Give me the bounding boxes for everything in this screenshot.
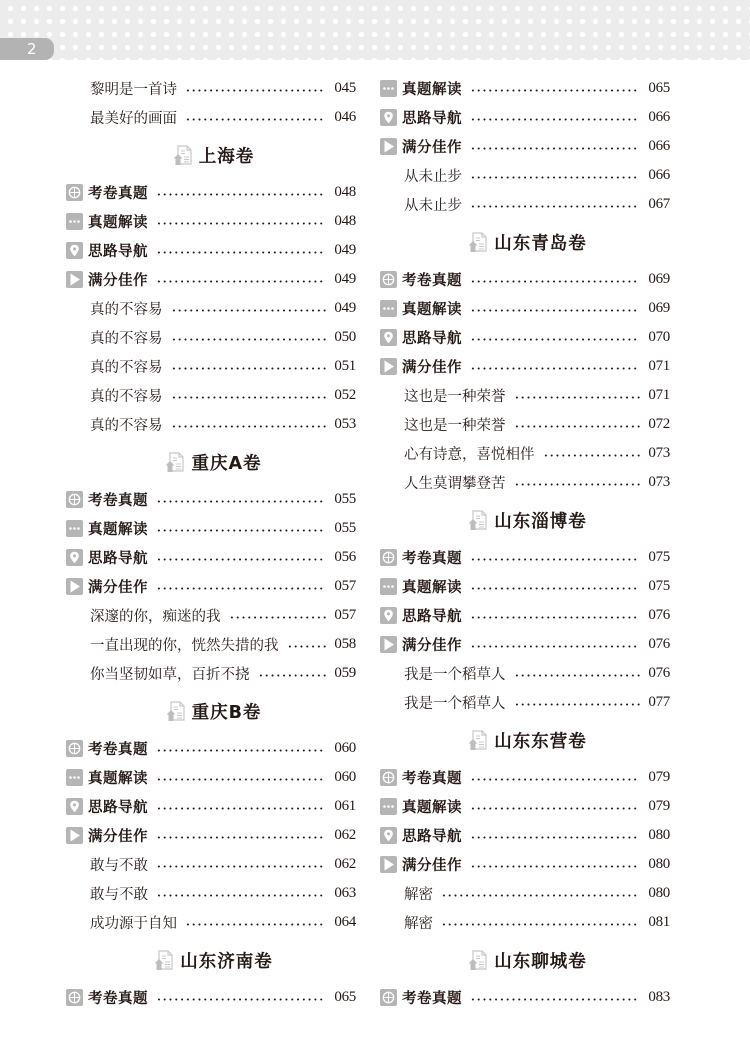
- section-title: 上海卷: [198, 146, 255, 167]
- section-heading[interactable]: [380, 937, 670, 983]
- toc-entry[interactable]: [66, 352, 356, 381]
- entry-title: 一直出现的你，恍然失措的我: [90, 638, 279, 654]
- category-title: 考卷真题: [402, 991, 462, 1007]
- entry-page: 073: [648, 445, 670, 461]
- toc-category[interactable]: [66, 734, 356, 763]
- category-title: 真题解读: [402, 580, 462, 596]
- toc-entry[interactable]: [380, 879, 670, 908]
- entry-title: 这也是一种荣誉: [404, 418, 506, 434]
- category-title: 真题解读: [88, 522, 148, 538]
- dot-leader: [156, 500, 326, 503]
- entry-page: 057: [334, 578, 356, 594]
- entry-page: 075: [648, 549, 670, 565]
- category-title: 考卷真题: [88, 991, 148, 1007]
- toc-category[interactable]: [380, 821, 670, 850]
- entry-page: 079: [648, 798, 670, 814]
- toc-entry[interactable]: [66, 74, 356, 103]
- document-icon: [172, 144, 194, 166]
- dot-leader: [171, 367, 327, 370]
- toc-category[interactable]: [380, 74, 670, 103]
- entry-page: 076: [648, 636, 670, 652]
- category-title: 满分佳作: [402, 858, 462, 874]
- crosshair-icon: [66, 989, 83, 1006]
- toc-category[interactable]: [66, 983, 356, 1012]
- toc-category[interactable]: [380, 630, 670, 659]
- entry-title: 这也是一种荣誉: [404, 389, 506, 405]
- entry-page: 080: [648, 856, 670, 872]
- toc-entry[interactable]: [380, 908, 670, 937]
- dot-leader: [441, 923, 640, 926]
- dot-leader: [229, 616, 327, 619]
- toc-entry[interactable]: [66, 630, 356, 659]
- entry-title: 真的不容易: [90, 360, 163, 376]
- toc-category[interactable]: [66, 178, 356, 207]
- toc-category[interactable]: [66, 265, 356, 294]
- dot-leader: [470, 147, 640, 150]
- dot-leader: [470, 338, 640, 341]
- section-title: 山东淄博卷: [494, 511, 587, 532]
- toc-entry[interactable]: [66, 601, 356, 630]
- document-icon: [467, 949, 489, 971]
- dot-leader: [171, 338, 327, 341]
- dot-leader: [156, 894, 326, 897]
- entry-page: 052: [334, 387, 356, 403]
- dot-leader: [543, 454, 641, 457]
- category-title: 思路导航: [402, 609, 462, 625]
- category-title: 考卷真题: [88, 493, 148, 509]
- entry-title: 我是一个稻草人: [404, 667, 506, 683]
- dot-leader: [156, 778, 326, 781]
- entry-page: 048: [334, 213, 356, 229]
- toc-entry[interactable]: [66, 908, 356, 937]
- page-number-badge: 2: [0, 38, 54, 60]
- section-heading[interactable]: [380, 497, 670, 543]
- dot-leader: [470, 309, 640, 312]
- toc-category[interactable]: [380, 352, 670, 381]
- category-title: 思路导航: [402, 111, 462, 127]
- entry-page: 063: [334, 885, 356, 901]
- entry-page: 050: [334, 329, 356, 345]
- category-title: 考卷真题: [88, 742, 148, 758]
- entry-page: 060: [334, 769, 356, 785]
- dot-leader: [470, 807, 640, 810]
- crosshair-icon: [380, 549, 397, 566]
- toc-left-column: [66, 74, 356, 1012]
- entry-page: 069: [648, 271, 670, 287]
- category-title: 考卷真题: [402, 273, 462, 289]
- section-title: 山东东营卷: [494, 731, 587, 752]
- dot-leader: [185, 89, 326, 92]
- entry-title: 最美好的画面: [90, 111, 177, 127]
- entry-page: 076: [648, 665, 670, 681]
- entry-page: 062: [334, 856, 356, 872]
- entry-page: 073: [648, 474, 670, 490]
- entry-page: 049: [334, 242, 356, 258]
- entry-title: 敢与不敢: [90, 887, 148, 903]
- dot-leader: [156, 280, 326, 283]
- dot-leader: [470, 367, 640, 370]
- category-title: 满分佳作: [88, 829, 148, 845]
- entry-page: 060: [334, 740, 356, 756]
- entry-title: 我是一个稻草人: [404, 696, 506, 712]
- category-title: 思路导航: [402, 829, 462, 845]
- entry-page: 057: [334, 607, 356, 623]
- toc-category[interactable]: [66, 207, 356, 236]
- toc-right-column: [380, 74, 670, 1012]
- dot-leader: [514, 425, 641, 428]
- toc-entry[interactable]: [66, 659, 356, 688]
- entry-page: 049: [334, 300, 356, 316]
- category-title: 真题解读: [402, 82, 462, 98]
- entry-page: 056: [334, 549, 356, 565]
- play-icon: [380, 138, 397, 155]
- toc-entry[interactable]: [380, 688, 670, 717]
- dot-leader: [470, 280, 640, 283]
- entry-page: 067: [648, 196, 670, 212]
- entry-title: 敢与不敢: [90, 858, 148, 874]
- entry-page: 046: [334, 109, 356, 125]
- crosshair-icon: [380, 989, 397, 1006]
- entry-page: 076: [648, 607, 670, 623]
- document-icon: [467, 509, 489, 531]
- dot-leader: [156, 558, 326, 561]
- section-title: 重庆A卷: [191, 453, 262, 474]
- ellipsis-icon: [66, 520, 83, 537]
- toc-entry[interactable]: [380, 439, 670, 468]
- location-pin-icon: [380, 827, 397, 844]
- toc-entry[interactable]: [380, 161, 670, 190]
- ellipsis-icon: [66, 213, 83, 230]
- section-title: 山东济南卷: [180, 951, 273, 972]
- section-title: 山东聊城卷: [494, 951, 587, 972]
- category-title: 思路导航: [88, 244, 148, 260]
- dot-leader: [185, 923, 326, 926]
- toc-category[interactable]: [380, 294, 670, 323]
- entry-title: 解密: [404, 887, 433, 903]
- entry-page: 064: [334, 914, 356, 930]
- dot-leader: [441, 894, 640, 897]
- dot-leader: [470, 205, 640, 208]
- entry-page: 059: [334, 665, 356, 681]
- section-title: 重庆B卷: [191, 702, 262, 723]
- category-title: 思路导航: [402, 331, 462, 347]
- entry-title: 人生莫谓攀登苦: [404, 476, 506, 492]
- section-title: 山东青岛卷: [494, 233, 587, 254]
- entry-title: 心有诗意，喜悦相伴: [404, 447, 535, 463]
- dot-leader: [470, 998, 640, 1001]
- entry-page: 072: [648, 416, 670, 432]
- toc-category[interactable]: [66, 485, 356, 514]
- dot-leader: [156, 587, 326, 590]
- entry-page: 069: [648, 300, 670, 316]
- dot-leader: [156, 193, 326, 196]
- entry-title: 真的不容易: [90, 418, 163, 434]
- play-icon: [66, 827, 83, 844]
- play-icon: [380, 358, 397, 375]
- entry-page: 080: [648, 827, 670, 843]
- category-title: 满分佳作: [402, 638, 462, 654]
- crosshair-icon: [66, 184, 83, 201]
- category-title: 思路导航: [88, 551, 148, 567]
- dot-leader: [185, 118, 326, 121]
- document-icon: [467, 231, 489, 253]
- toc-category[interactable]: [380, 983, 670, 1012]
- play-icon: [66, 271, 83, 288]
- entry-page: 058: [334, 636, 356, 652]
- dot-leader: [470, 587, 640, 590]
- dot-leader: [470, 645, 640, 648]
- dot-leader: [470, 865, 640, 868]
- dot-leader: [470, 616, 640, 619]
- dot-leader: [470, 558, 640, 561]
- toc-category[interactable]: [66, 572, 356, 601]
- crosshair-icon: [380, 769, 397, 786]
- category-title: 满分佳作: [88, 580, 148, 596]
- ellipsis-icon: [380, 798, 397, 815]
- document-icon: [153, 949, 175, 971]
- dot-leader: [156, 749, 326, 752]
- category-title: 真题解读: [402, 800, 462, 816]
- toc-category[interactable]: [66, 514, 356, 543]
- dot-leader: [171, 309, 327, 312]
- toc-category[interactable]: [380, 792, 670, 821]
- entry-page: 066: [648, 138, 670, 154]
- ellipsis-icon: [66, 769, 83, 786]
- entry-title: 真的不容易: [90, 331, 163, 347]
- location-pin-icon: [66, 798, 83, 815]
- entry-title: 黎明是一首诗: [90, 82, 177, 98]
- entry-page: 071: [648, 387, 670, 403]
- play-icon: [66, 578, 83, 595]
- entry-page: 079: [648, 769, 670, 785]
- dot-leader: [258, 674, 327, 677]
- entry-page: 066: [648, 167, 670, 183]
- toc-entry[interactable]: [66, 879, 356, 908]
- document-icon: [164, 451, 186, 473]
- section-heading[interactable]: [66, 937, 356, 983]
- toc-entry[interactable]: [380, 659, 670, 688]
- dot-leader: [470, 836, 640, 839]
- toc-category[interactable]: [380, 132, 670, 161]
- toc-entry[interactable]: [380, 190, 670, 219]
- category-title: 真题解读: [402, 302, 462, 318]
- location-pin-icon: [66, 242, 83, 259]
- dot-leader: [514, 674, 641, 677]
- header-dot-band: [0, 0, 750, 60]
- dot-leader: [514, 483, 641, 486]
- entry-page: 083: [648, 989, 670, 1005]
- toc-entry[interactable]: [380, 381, 670, 410]
- dot-leader: [171, 425, 327, 428]
- toc-category[interactable]: [66, 821, 356, 850]
- dot-leader: [171, 396, 327, 399]
- category-title: 考卷真题: [402, 551, 462, 567]
- dot-leader: [156, 836, 326, 839]
- toc-category[interactable]: [380, 323, 670, 352]
- dot-leader: [470, 176, 640, 179]
- location-pin-icon: [66, 549, 83, 566]
- dot-leader: [514, 396, 641, 399]
- category-title: 考卷真题: [402, 771, 462, 787]
- toc-category[interactable]: [380, 850, 670, 879]
- entry-page: 081: [648, 914, 670, 930]
- entry-page: 051: [334, 358, 356, 374]
- entry-page: 071: [648, 358, 670, 374]
- entry-page: 065: [648, 80, 670, 96]
- toc-category[interactable]: [380, 601, 670, 630]
- toc-category[interactable]: [66, 792, 356, 821]
- entry-page: 066: [648, 109, 670, 125]
- play-icon: [380, 636, 397, 653]
- dot-leader: [156, 998, 326, 1001]
- entry-page: 075: [648, 578, 670, 594]
- entry-page: 053: [334, 416, 356, 432]
- document-icon: [165, 700, 187, 722]
- dot-leader: [156, 251, 326, 254]
- category-title: 思路导航: [88, 800, 148, 816]
- toc-category[interactable]: [380, 572, 670, 601]
- toc-entry[interactable]: [66, 410, 356, 439]
- entry-page: 080: [648, 885, 670, 901]
- entry-page: 048: [334, 184, 356, 200]
- entry-page: 061: [334, 798, 356, 814]
- crosshair-icon: [66, 491, 83, 508]
- location-pin-icon: [380, 329, 397, 346]
- play-icon: [380, 856, 397, 873]
- entry-title: 从未止步: [404, 169, 462, 185]
- dot-leader: [156, 529, 326, 532]
- category-title: 真题解读: [88, 771, 148, 787]
- toc-category[interactable]: [380, 763, 670, 792]
- crosshair-icon: [66, 740, 83, 757]
- toc-category[interactable]: [380, 103, 670, 132]
- dot-leader: [470, 778, 640, 781]
- entry-page: 062: [334, 827, 356, 843]
- section-heading[interactable]: [380, 219, 670, 265]
- toc-entry[interactable]: [66, 294, 356, 323]
- toc-entry[interactable]: [66, 381, 356, 410]
- section-heading[interactable]: [66, 688, 356, 734]
- crosshair-icon: [380, 271, 397, 288]
- location-pin-icon: [380, 607, 397, 624]
- entry-page: 045: [334, 80, 356, 96]
- entry-page: 049: [334, 271, 356, 287]
- dot-leader: [470, 118, 640, 121]
- document-icon: [467, 729, 489, 751]
- toc-entry[interactable]: [66, 850, 356, 879]
- dot-leader: [156, 222, 326, 225]
- toc-entry[interactable]: [66, 103, 356, 132]
- ellipsis-icon: [380, 578, 397, 595]
- entry-title: 成功源于自知: [90, 916, 177, 932]
- entry-title: 真的不容易: [90, 302, 163, 318]
- dot-leader: [287, 645, 327, 648]
- dot-leader: [156, 865, 326, 868]
- ellipsis-icon: [380, 300, 397, 317]
- category-title: 满分佳作: [402, 360, 462, 376]
- entry-page: 077: [648, 694, 670, 710]
- section-heading[interactable]: [66, 439, 356, 485]
- entry-page: 070: [648, 329, 670, 345]
- toc-entry[interactable]: [380, 410, 670, 439]
- entry-title: 真的不容易: [90, 389, 163, 405]
- entry-title: 解密: [404, 916, 433, 932]
- dot-leader: [514, 703, 641, 706]
- ellipsis-icon: [380, 80, 397, 97]
- location-pin-icon: [380, 109, 397, 126]
- entry-page: 055: [334, 520, 356, 536]
- toc-category[interactable]: [66, 236, 356, 265]
- dot-leader: [470, 89, 640, 92]
- entry-title: 你当坚韧如草，百折不挠: [90, 667, 250, 683]
- entry-page: 055: [334, 491, 356, 507]
- toc-category[interactable]: [66, 543, 356, 572]
- dot-leader: [156, 807, 326, 810]
- category-title: 真题解读: [88, 215, 148, 231]
- toc-entry[interactable]: [380, 468, 670, 497]
- entry-title: 深邃的你，痴迷的我: [90, 609, 221, 625]
- category-title: 满分佳作: [402, 140, 462, 156]
- section-heading[interactable]: [66, 132, 356, 178]
- toc-entry[interactable]: [66, 323, 356, 352]
- entry-title: 从未止步: [404, 198, 462, 214]
- toc-category[interactable]: [380, 265, 670, 294]
- category-title: 满分佳作: [88, 273, 148, 289]
- toc-category[interactable]: [380, 543, 670, 572]
- category-title: 考卷真题: [88, 186, 148, 202]
- section-heading[interactable]: [380, 717, 670, 763]
- toc-category[interactable]: [66, 763, 356, 792]
- entry-page: 065: [334, 989, 356, 1005]
